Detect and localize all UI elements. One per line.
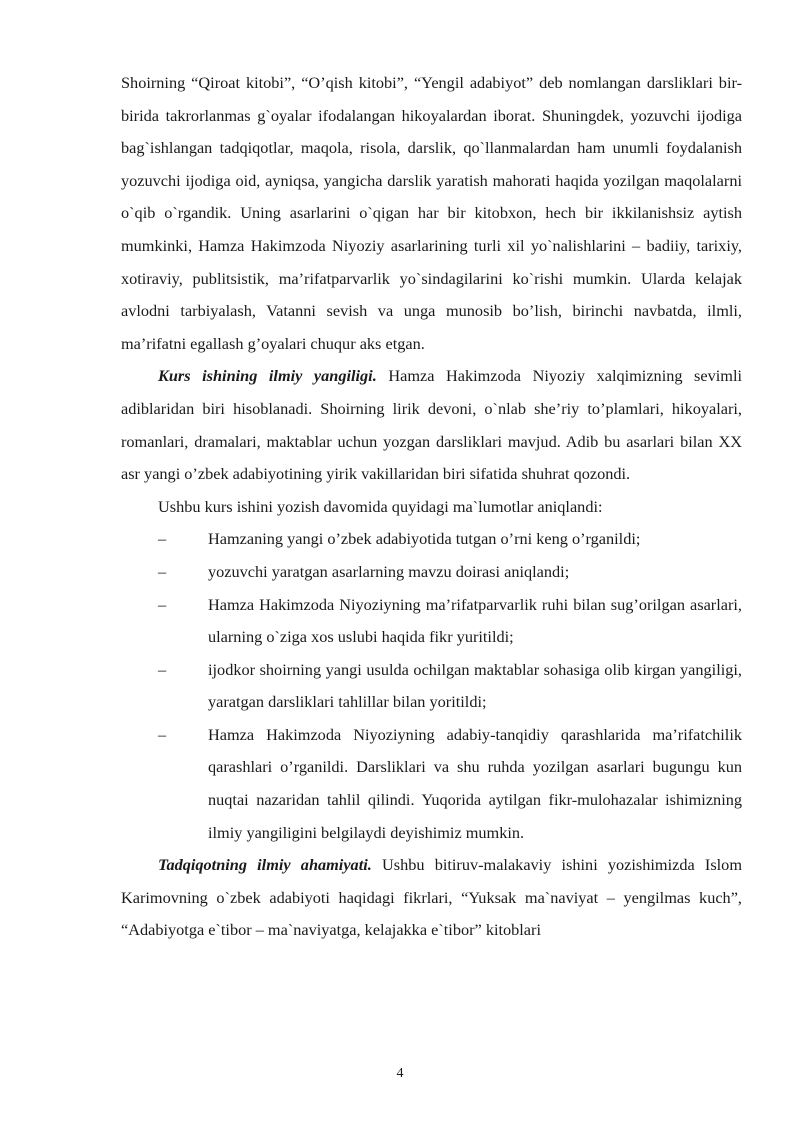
novelty-heading: Kurs ishining ilmiy yangiligi. <box>158 366 377 386</box>
significance-text: Ushbu bitiruv-malakaviy ishini yozishimizda Islom Karimovning o`zbek adabiyoti haqidagi fikrlari, “Yuksak ma`naviyat – yengilmas kuch”, “Adabiyotga e`tibor – ma`naviyatga, kelajakka e`tibor” kitoblari <box>121 855 742 940</box>
list-item <box>121 523 742 556</box>
list-dash: – <box>158 529 167 549</box>
list-dash: – <box>158 594 167 614</box>
findings-intro: Ushbu kurs ishini yozish davomida quyidagi ma`lumotlar aniqlandi: <box>158 496 603 516</box>
list-item-text: ijodkor shoirning yangi usulda ochilgan maktablar sohasiga olib kirgan yangiligi, yaratgan darsliklari tahlillar bilan yoritildi; <box>208 659 742 712</box>
novelty-text: Hamza Hakimzoda Niyoziy xalqimizning sevimli adiblaridan biri hisoblanadi. Shoirning lirik devoni, o`nlab she’riy to’plamlari, hikoyalari, romanlari, dramalari, maktablar uchun yozgan darsliklari mavjud. Adib bu asarlari bilan XX asr yangi o’zbek adabiyotining yirik vakillaridan biri sifatida shuhrat qozondi. <box>121 366 742 484</box>
intro-paragraph: Shoirning “Qiroat kitobi”, “O’qish kitobi”, “Yengil adabiyot” deb nomlangan darsliklari bir-birida takrorlanmas g`oyalar ifodalangan hikoyalardan iborat. Shuningdek, yozuvchi ijodiga bag`ishlangan tadqiqotlar, maqola, risola, darslik, qo`llanmalardan ham unumli foydalanish yozuvchi ijodiga oid, ayniqsa, yangicha darslik yaratish mahorati haqida yozilgan maqolalarni o`qib o`rgandik. Uning asarlarini o`qigan har bir kitobxon, hech bir ikkilanishsiz aytish mumkinki, Hamza Hakimzoda Niyoziy asarlarining turli xil yo`nalishlarini – badiiy, tarixiy, xotiraviy, publitsistik, ma’rifatparvarlik yo`sindagilarini ko`rishi mumkin. Ularda kelajak avlodni tarbiyalash, Vatanni sevish va unga munosib bo’lish, birinchi navbatda, ilmli, ma’rifatni egallash g’oyalari chuqur aks etgan. <box>121 73 742 353</box>
list-item-text: Hamza Hakimzoda Niyoziyning adabiy-tanqidiy qarashlarida ma’rifatchilik qarashlari o’rganildi. Darsliklari va shu ruhda yozilgan asarlari bugungu kun nuqtai nazaridan tahlil qilindi. Yuqorida aytilgan fikr-mulohazalar ishimizning ilmiy yangiligini belgilaydi deyishimiz mumkin. <box>208 724 742 842</box>
document-page <box>121 67 742 947</box>
significance-heading: Tadqiqotning ilmiy ahamiyati. <box>158 855 372 875</box>
list-item-text: Hamza Hakimzoda Niyoziyning ma’rifatparvarlik ruhi bilan sug’orilgan asarlari, ularning o`ziga xos uslubi haqida fikr yuritildi; <box>208 594 742 647</box>
list-item <box>121 654 742 719</box>
list-item-text: Hamzaning yangi o’zbek adabiyotida tutgan o’rni keng o’rganildi; <box>208 529 641 549</box>
list-item <box>121 719 742 849</box>
list-dash: – <box>158 561 167 581</box>
findings-list <box>121 523 742 849</box>
page-number: 4 <box>396 1066 404 1081</box>
list-item <box>121 556 742 589</box>
list-dash: – <box>158 659 167 679</box>
list-dash: – <box>158 724 167 744</box>
list-item-text: yozuvchi yaratgan asarlarning mavzu doirasi aniqlandi; <box>208 561 570 581</box>
list-item <box>121 589 742 654</box>
novelty-paragraph <box>121 360 742 490</box>
significance-paragraph <box>121 849 742 947</box>
